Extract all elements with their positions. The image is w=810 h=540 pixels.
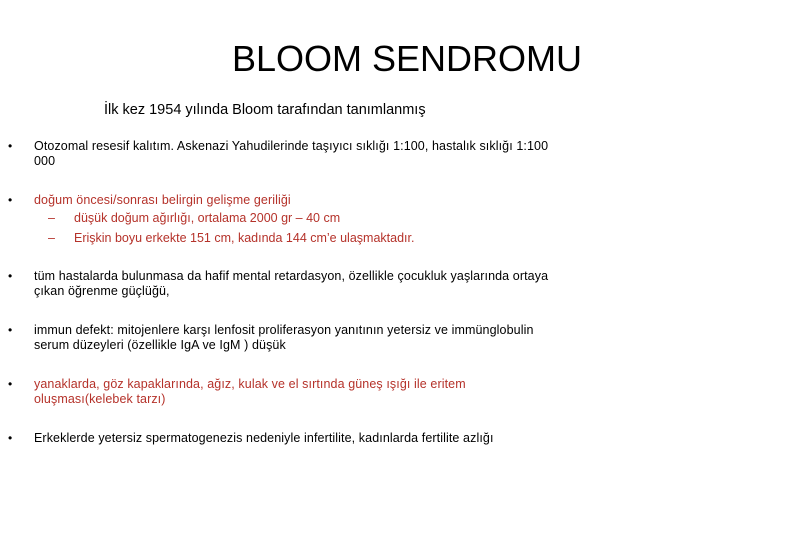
bullet-icon: • bbox=[8, 377, 13, 391]
dash-icon: – bbox=[48, 211, 55, 225]
sub-item bbox=[48, 211, 340, 226]
bullet-icon: • bbox=[8, 269, 13, 283]
bullet-text: tüm hastalarda bulunmasa da hafif mental retardasyon, özellikle çocukluk yaşlarında ortaya çıkan öğrenme güçlüğü, bbox=[34, 269, 549, 298]
bullet-text: Erkeklerde yetersiz spermatogenezis nedeniyle infertilite, kadınlarda fertilite azlığı bbox=[34, 431, 494, 445]
bullet-text: immun defekt: mitojenlere karşı lenfosit proliferasyon yanıtının yetersiz ve immünglobulin serum düzeyleri (özellikle IgA ve IgM ) düşük bbox=[34, 323, 534, 352]
bullet-icon: • bbox=[8, 323, 13, 337]
sub-item bbox=[48, 231, 414, 246]
slide-subtitle: İlk kez 1954 yılında Bloom tarafından tanımlanmış bbox=[104, 102, 426, 118]
sub-item-text: Erişkin boyu erkekte 151 cm, kadında 144 cm’e ulaşmaktadır. bbox=[74, 231, 415, 245]
sub-item-text: düşük doğum ağırlığı, ortalama 2000 gr – 40 cm bbox=[74, 211, 341, 225]
bullet-text: yanaklarda, göz kapaklarında, ağız, kulak ve el sırtında güneş ışığı ile eritem oluşması(kelebek tarzı) bbox=[34, 377, 466, 406]
bullet-text: Otozomal resesif kalıtım. Askenazi Yahudilerinde taşıyıcı sıklığı 1:100, hastalık sıklığı 1:100 000 bbox=[34, 139, 549, 168]
dash-icon: – bbox=[48, 231, 55, 245]
slide-title: BLOOM SENDROMU bbox=[231, 38, 583, 79]
bullet-icon: • bbox=[8, 193, 13, 207]
bullet-icon: • bbox=[8, 431, 13, 445]
bullet-icon: • bbox=[8, 139, 13, 153]
bullet-text: doğum öncesi/sonrası belirgin gelişme geriliği bbox=[34, 193, 291, 207]
